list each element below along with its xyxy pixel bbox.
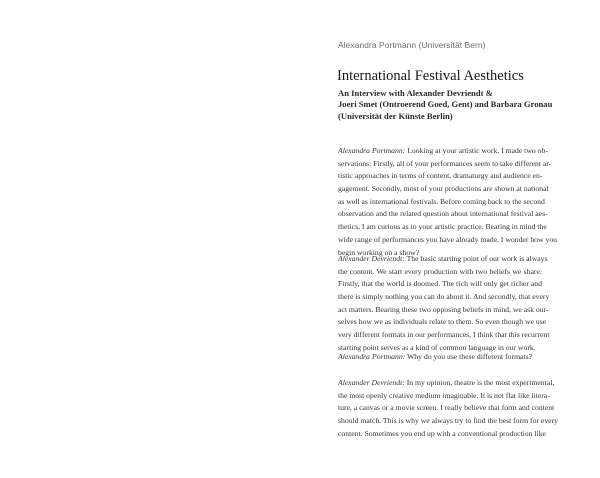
paragraph-line: Firstly, that the world is doomed. The rich will only get richer and — [338, 279, 542, 289]
paragraph-line: thetics, I am curious as to your artistic practice. Bearing in mind the — [338, 222, 547, 232]
paragraph-line — [338, 145, 548, 158]
line-text: Why do you use these different formats? — [405, 352, 533, 361]
paragraph-line: wide range of performances you have already made, I wonder how you — [338, 234, 558, 244]
line-text: The basic starting point of our work is always — [404, 254, 548, 263]
paragraph-line — [338, 253, 548, 266]
paragraph-line: gagement. Secondly, most of your productions are shown at national — [338, 184, 549, 194]
paragraph-line: as well as international festivals. Before coming back to the second — [338, 196, 545, 206]
paragraph-line: there is simply nothing you can do about it. And secondly, that every — [338, 292, 550, 302]
paragraph-line: servations: Firstly, all of your performances seem to take different ar- — [338, 158, 552, 168]
paragraph-line: very different formats in our performances, I think that this recurrent — [338, 330, 550, 340]
paragraph-line: should match. This is why we always try to find the best form for every — [338, 416, 558, 426]
paragraph-line — [338, 377, 555, 390]
interview-paragraph — [338, 377, 558, 440]
paragraph-line: act matters. Bearing these two opposing beliefs in mind, we ask our- — [338, 304, 549, 314]
paragraph-line: observation and the related question about international festival aes- — [338, 209, 548, 219]
subtitle-line: Joeri Smet (Ontroerend Goed, Gent) and Barbara Gronau — [338, 99, 553, 110]
paragraph-line: starting point serves as a kind of common language in our work. — [338, 342, 536, 352]
speaker-name: Alexander Devriendt: — [338, 378, 405, 387]
paragraph-line: the content. We start every production with two beliefs we share: — [338, 266, 542, 276]
line-text: Looking at your artistic work, I made two ob- — [405, 146, 548, 155]
speaker-name: Alexandra Portmann: — [338, 146, 406, 155]
speaker-name: Alexandra Portmann: — [338, 352, 406, 361]
running-header-author: Alexandra Portmann (Universität Bern) — [338, 40, 486, 50]
paragraph-line: ture, a canvas or a movie screen. I really believe that form and content — [338, 403, 555, 413]
line-text: In my opinion, theatre is the most experimental, — [404, 378, 555, 387]
interview-paragraph — [338, 253, 550, 355]
paragraph-line: selves how we as individuals relate to them. So even though we use — [338, 317, 547, 327]
speaker-name: Alexander Devriendt: — [338, 254, 405, 263]
paragraph-line: tistic approaches in terms of content, dramaturgy and audience en- — [338, 171, 543, 181]
subtitle-line: An Interview with Alexander Devriendt & — [338, 88, 493, 98]
paragraph-line: begin working on a show? — [338, 247, 420, 257]
paragraph-line — [338, 351, 542, 364]
paragraph-line: content. Sometimes you end up with a conventional production like — [338, 428, 546, 438]
subtitle-line: (Universität der Künste Berlin) — [338, 110, 453, 121]
interview-paragraph — [338, 145, 558, 259]
interview-paragraph — [338, 351, 542, 364]
paragraph-line: the most openly creative medium imaginable. It is not flat like litera- — [338, 390, 550, 400]
article-subtitle — [338, 88, 568, 122]
article-title: International Festival Aesthetics — [337, 68, 524, 84]
